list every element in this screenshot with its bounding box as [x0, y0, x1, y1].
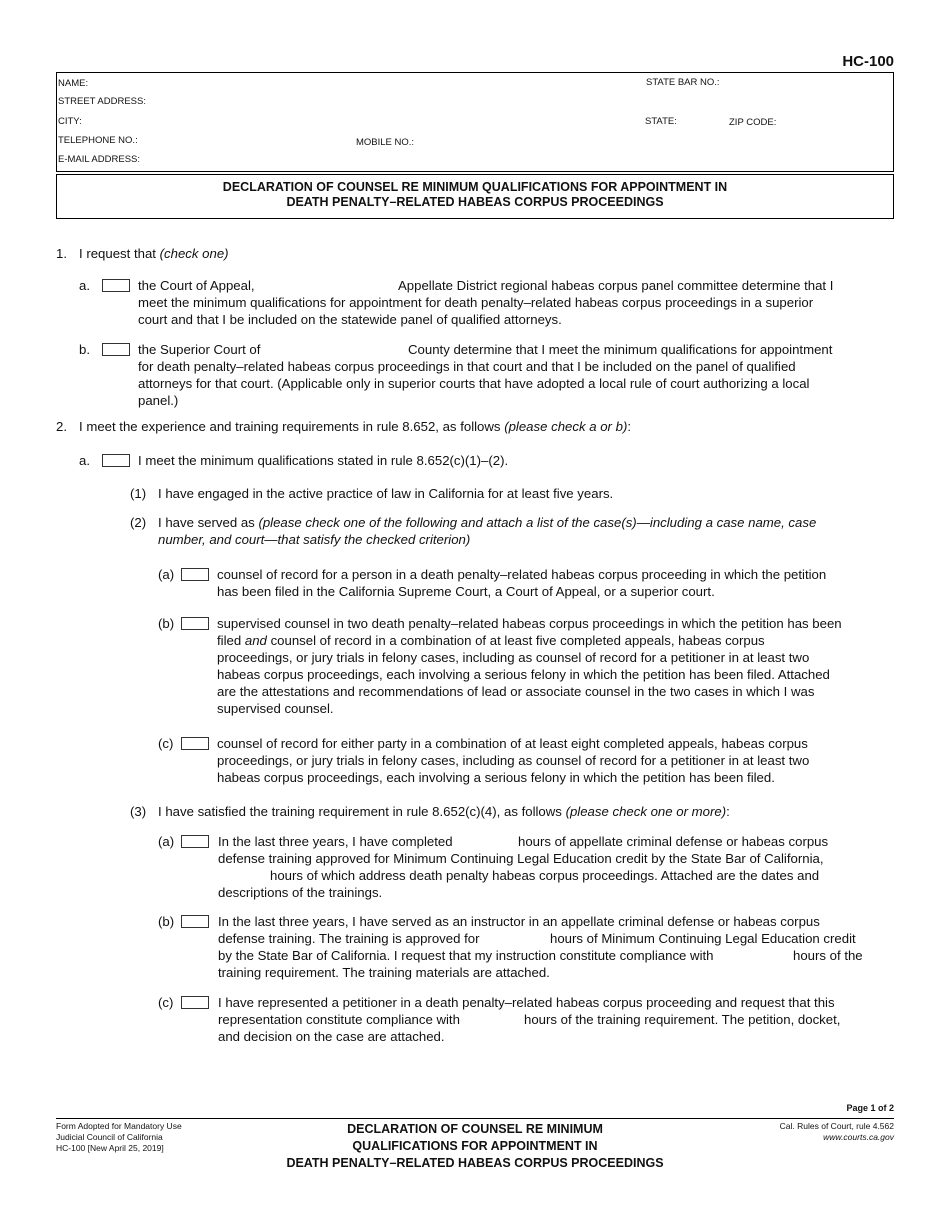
item-2a3b-line-2a: defense training. The training is approved for	[218, 931, 480, 946]
item-2a2b-rest: counsel of record in a combination of at least five completed appeals, habeas corpus	[270, 633, 765, 648]
footer-website-text[interactable]: www.courts.ca.gov	[823, 1132, 894, 1142]
item-2a-checkbox[interactable]	[102, 454, 130, 467]
item-2a2c-label: (c)	[158, 736, 174, 751]
item-2a2a-label: (a)	[158, 567, 175, 582]
item-2a2b-line-6: supervised counsel.	[217, 701, 334, 716]
item-2a2-instruction-2: number, and court—that satisfy the checked criterion)	[158, 532, 471, 547]
item-1a-line-1	[138, 277, 255, 294]
item-2-number: 2.	[56, 419, 67, 434]
item-2a2c-line-1: counsel of record for either party in a combination of at least eight completed appeals, habeas corpus	[217, 736, 808, 751]
item-2a2b-filed: filed	[217, 633, 242, 648]
item-2a3b-checkbox[interactable]	[181, 915, 209, 928]
item-2a3-text	[158, 803, 730, 820]
item-2a-label: a.	[79, 453, 90, 468]
item-1a-line-3: court and that I be included on the statewide panel of qualified attorneys.	[138, 312, 562, 327]
item-1b-line-1b: County determine that I meet the minimum qualifications for appointment	[408, 342, 833, 357]
footer-left-line-2: Judicial Council of California	[56, 1132, 163, 1142]
item-2-lead: I meet the experience and training requirements in rule 8.652, as follows	[79, 419, 501, 434]
item-2a3c-line-3: and decision on the case are attached.	[218, 1029, 445, 1044]
item-2a2b-checkbox[interactable]	[181, 617, 209, 630]
item-1b-line-4: panel.)	[138, 393, 179, 408]
item-2a3c-checkbox[interactable]	[181, 996, 209, 1009]
footer-website-link[interactable]	[780, 1132, 894, 1143]
form-title-line-1: DECLARATION OF COUNSEL RE MINIMUM QUALIFICATIONS FOR APPOINTMENT IN	[222, 180, 728, 194]
form-title	[56, 174, 894, 219]
state-label: STATE:	[645, 116, 677, 127]
page-number: Page 1 of 2	[846, 1103, 894, 1113]
item-2a2-instruction-1: (please check one of the following and attach a list of the case(s)—including a case name, case	[258, 515, 817, 530]
footer-title-line-2: QUALIFICATIONS FOR APPOINTMENT IN	[352, 1139, 598, 1153]
item-2a2a-line-2: has been filed in the California Supreme Court, a Court of Appeal, or a superior court.	[217, 584, 715, 599]
city-label: CITY:	[58, 116, 82, 127]
item-1-instruction: (check one)	[159, 246, 229, 261]
item-1a-line-2: meet the minimum qualifications for appointment for death penalty–related habeas corpus proceedings in a superior	[138, 295, 814, 310]
item-2-instruction: (please check a or b)	[504, 419, 628, 434]
footer-left-line-3: HC-100 [New April 25, 2019]	[56, 1143, 164, 1153]
zip-code-label: ZIP CODE:	[729, 117, 777, 128]
footer-title-line-1: DECLARATION OF COUNSEL RE MINIMUM	[347, 1122, 603, 1136]
footer-rule-citation: Cal. Rules of Court, rule 4.562	[779, 1121, 894, 1131]
item-2a3-colon: :	[726, 804, 730, 819]
attorney-info-box	[56, 72, 894, 172]
item-1a-text-1: the Court of Appeal,	[138, 278, 255, 293]
footer-left	[56, 1121, 182, 1154]
item-1-number: 1.	[56, 246, 67, 261]
item-2a2-number: (2)	[130, 515, 147, 530]
item-1b-line-3: attorneys for that court. (Applicable only in superior courts that have adopted a local rule of court authorizing a local	[138, 376, 810, 391]
email-label: E-MAIL ADDRESS:	[58, 154, 141, 165]
form-number: HC-100	[842, 53, 894, 70]
item-1-lead: I request that	[79, 246, 156, 261]
item-2a2-lead: I have served as	[158, 515, 255, 530]
item-2a2-line-2	[158, 531, 470, 548]
item-2a3-instruction: (please check one or more)	[565, 804, 727, 819]
item-2a2b-and: and	[244, 633, 267, 648]
item-1b-line-1a: the Superior Court of	[138, 342, 261, 357]
name-label: NAME:	[58, 78, 89, 89]
item-2a3a-line-1a: In the last three years, I have completed	[218, 834, 453, 849]
footer-title-line-3: DEATH PENALTY–RELATED HABEAS CORPUS PROCEEDINGS	[286, 1156, 664, 1170]
item-2a3a-line-4: descriptions of the trainings.	[218, 885, 383, 900]
item-2-colon: :	[627, 419, 632, 434]
footer-left-line-1: Form Adopted for Mandatory Use	[56, 1121, 182, 1131]
item-2a3b-line-3b: hours of the	[793, 948, 863, 963]
item-2a3b-line-2b: hours of Minimum Continuing Legal Education credit	[550, 931, 856, 946]
item-2a2b-line-1: supervised counsel in two death penalty–related habeas corpus proceedings in which the petition has been	[217, 616, 842, 631]
item-2a2-line-1	[158, 514, 816, 531]
item-2a-text: I meet the minimum qualifications stated in rule 8.652(c)(1)–(2).	[138, 453, 509, 468]
item-2a2a-checkbox[interactable]	[181, 568, 209, 581]
item-2a2b-line-4: habeas corpus proceedings, each involving a serious felony in which the petition has been filed. Attached	[217, 667, 830, 682]
item-1a-line-1b: Appellate District regional habeas corpus panel committee determine that I	[398, 278, 834, 293]
footer-divider	[56, 1118, 894, 1119]
item-2a1-text: I have engaged in the active practice of law in California for at least five years.	[158, 486, 614, 501]
footer-title	[230, 1121, 720, 1172]
item-2a2c-checkbox[interactable]	[181, 737, 209, 750]
item-2a3-number: (3)	[130, 804, 147, 819]
telephone-label: TELEPHONE NO.:	[58, 135, 138, 146]
item-1-text	[79, 245, 229, 262]
mobile-label: MOBILE NO.:	[356, 137, 415, 148]
item-2a3b-line-4: training requirement. The training materials are attached.	[218, 965, 550, 980]
item-1a-label: a.	[79, 278, 90, 293]
item-2a3c-label: (c)	[158, 995, 174, 1010]
item-1b-label: b.	[79, 342, 90, 357]
footer-right	[780, 1121, 894, 1143]
item-2a1-number: (1)	[130, 486, 147, 501]
item-2a2b-line-3: proceedings, or jury trials in felony cases, including as counsel of record for a petitioner in at least two	[217, 650, 810, 665]
item-2a2b-line-2	[217, 632, 765, 649]
street-address-label: STREET ADDRESS:	[58, 96, 146, 107]
item-2a3a-label: (a)	[158, 834, 175, 849]
item-2a3c-line-2b: hours of the training requirement. The petition, docket,	[524, 1012, 841, 1027]
item-2-text	[79, 418, 631, 435]
item-2a3c-line-1: I have represented a petitioner in a death penalty–related habeas corpus proceeding and request that this	[218, 995, 835, 1010]
item-2a3b-line-1: In the last three years, I have served as an instructor in an appellate criminal defense or habeas corpus	[218, 914, 820, 929]
item-2a2a-line-1: counsel of record for a person in a death penalty–related habeas corpus proceeding in which the petition	[217, 567, 827, 582]
item-1b-line-2: for death penalty–related habeas corpus proceedings in that court and that I be included on the panel of qualified	[138, 359, 796, 374]
item-2a2b-line-5: are the attestations and recommendations of lead or associate counsel in the two cases in which I was	[217, 684, 815, 699]
item-2a3-lead: I have satisfied the training requirement in rule 8.652(c)(4), as follows	[158, 804, 562, 819]
item-2a2c-line-2: proceedings, or jury trials in felony cases, including as counsel of record for a petitioner in at least two	[217, 753, 810, 768]
item-2a3b-line-3a: by the State Bar of California. I request that my instruction constitute compliance with	[218, 948, 714, 963]
state-bar-label: STATE BAR NO.:	[646, 77, 720, 88]
item-2a3c-line-2a: representation constitute compliance with	[218, 1012, 460, 1027]
item-2a3a-line-1b: hours of appellate criminal defense or habeas corpus	[518, 834, 829, 849]
item-1b-checkbox[interactable]	[102, 343, 130, 356]
item-2a3a-line-2: defense training approved for Minimum Continuing Legal Education credit by the State Bar of California,	[218, 851, 824, 866]
item-2a2c-line-3: habeas corpus proceedings, each involving a serious felony in which the petition has been filed.	[217, 770, 775, 785]
form-title-line-2: DEATH PENALTY–RELATED HABEAS CORPUS PROCEEDINGS	[286, 195, 664, 209]
item-2a3a-line-3: hours of which address death penalty habeas corpus proceedings. Attached are the dates and	[270, 868, 820, 883]
item-1a-checkbox[interactable]	[102, 279, 130, 292]
item-2a3b-label: (b)	[158, 914, 175, 929]
item-2a3a-checkbox[interactable]	[181, 835, 209, 848]
item-2a2b-label: (b)	[158, 616, 175, 631]
